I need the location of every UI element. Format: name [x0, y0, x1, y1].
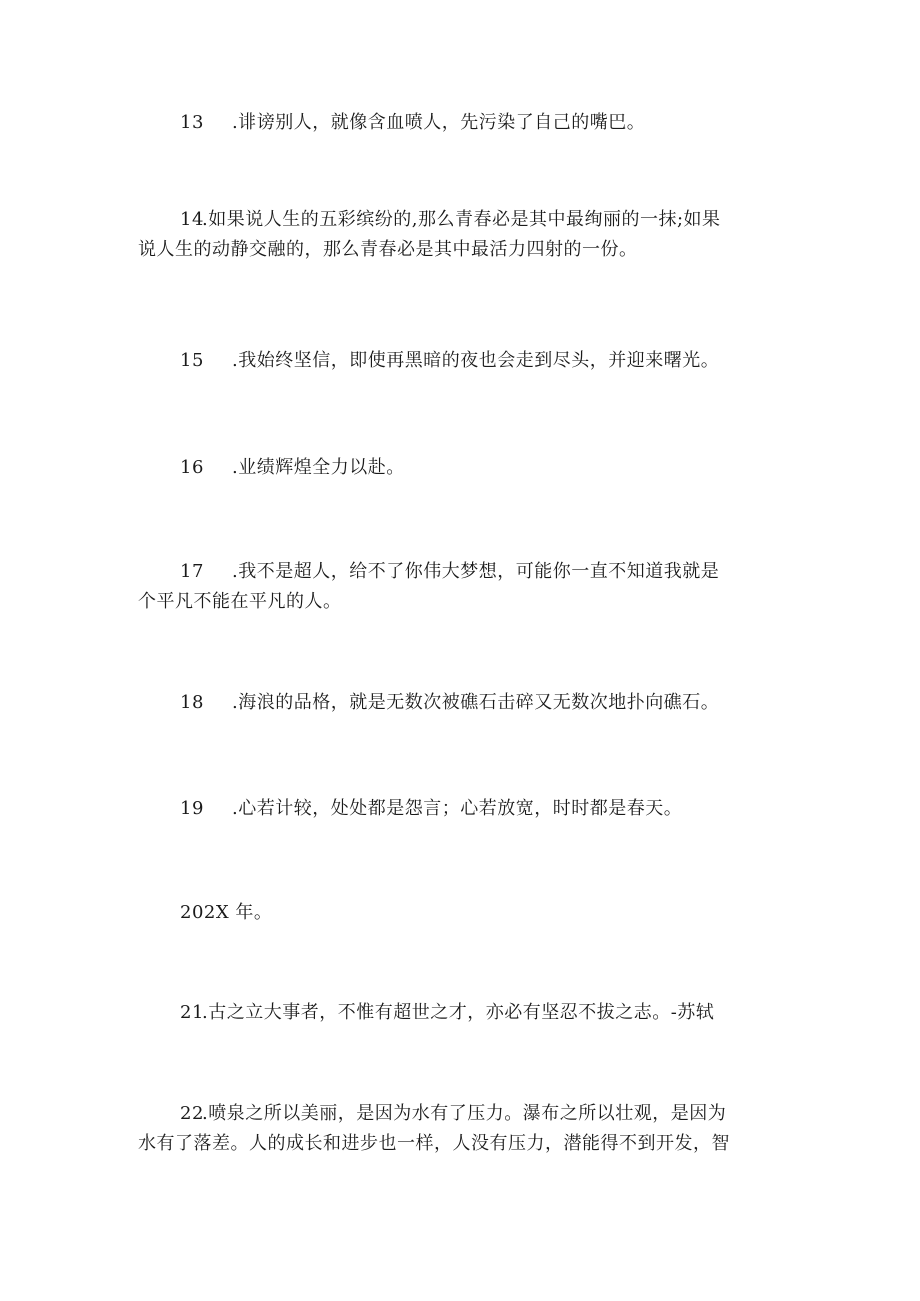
quote-text: .如果说人生的五彩缤纷的,那么青春必是其中最绚丽的一抹;如果	[202, 209, 721, 230]
quote-17	[138, 557, 798, 617]
quote-16	[138, 453, 798, 483]
quote-22	[138, 1099, 798, 1159]
quote-text: .海浪的品格，就是无数次被礁石击碎又无数次地扑向礁石。	[232, 692, 720, 713]
quote-14	[138, 205, 798, 265]
quote-text: .古之立大事者，不惟有超世之才，亦必有坚忍不拔之志。-苏轼	[202, 1002, 715, 1023]
quote-18	[138, 688, 798, 718]
quote-text: .我始终坚信，即使再黑暗的夜也会走到尽头，并迎来曙光。	[232, 350, 720, 371]
year-text: 202X 年。	[180, 902, 273, 923]
quote-text: .心若计较，处处都是怨言；心若放宽，时时都是春天。	[232, 798, 683, 819]
quote-21	[138, 998, 798, 1028]
quote-text: .业绩辉煌全力以赴。	[232, 457, 405, 478]
quote-number: 13	[180, 112, 204, 133]
quote-number: 18	[180, 692, 204, 713]
quote-number: 21	[180, 1002, 204, 1023]
quote-19	[138, 794, 798, 824]
quote-text-continued: 说人生的动静交融的，那么青春必是其中最活力四射的一份。	[138, 239, 638, 260]
quote-number: 17	[180, 561, 204, 582]
year-line	[138, 898, 798, 928]
quote-number: 22	[180, 1103, 204, 1124]
quote-number: 15	[180, 350, 204, 371]
quote-text: .喷泉之所以美丽，是因为水有了压力。瀑布之所以壮观，是因为	[202, 1103, 727, 1124]
quote-text: .我不是超人，给不了你伟大梦想，可能你一直不知道我就是	[232, 561, 720, 582]
quote-text: .诽谤别人，就像含血喷人，先污染了自己的嘴巴。	[232, 112, 646, 133]
quote-15	[138, 346, 798, 376]
quote-number: 19	[180, 798, 204, 819]
quote-number: 14	[180, 209, 204, 230]
quote-text-continued: 个平凡不能在平凡的人。	[138, 591, 342, 612]
quote-text-continued: 水有了落差。人的成长和进步也一样，人没有压力，潜能得不到开发，智	[138, 1133, 730, 1154]
quote-number: 16	[180, 457, 204, 478]
quote-13	[138, 108, 798, 138]
